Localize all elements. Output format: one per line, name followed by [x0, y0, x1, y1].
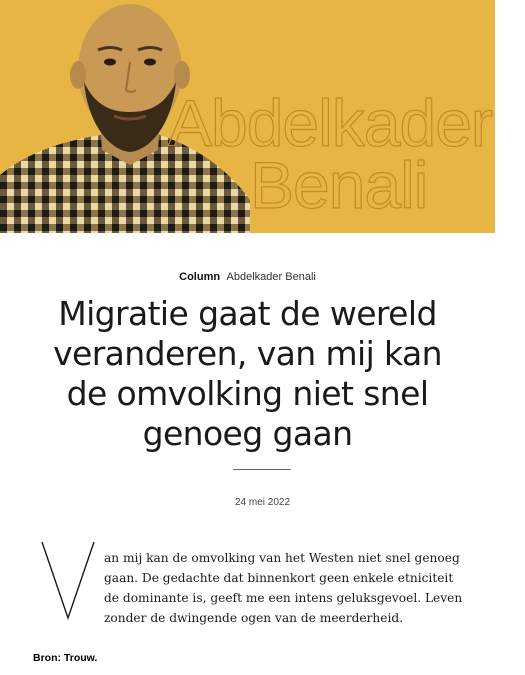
headline-line: Migratie gaat de wereld — [58, 294, 437, 333]
header-banner — [0, 0, 495, 233]
drop-cap — [40, 525, 96, 622]
drop-cap-letter: V — [40, 525, 51, 542]
headline-line: de omvolking niet snel — [66, 374, 429, 413]
author-link[interactable]: Abdelkader Benali — [226, 271, 316, 283]
byline — [0, 271, 495, 283]
intro-paragraph — [104, 548, 484, 628]
intro-line: an mij kan de omvolking van het Westen niet snel genoeg — [104, 551, 460, 565]
intro-line: de dominante is, geeft me een intens geluksgevoel. Leven — [104, 591, 463, 605]
banner-name-line1: Abdelkader — [168, 86, 492, 160]
headline-line: veranderen, van mij kan — [53, 334, 442, 373]
banner-name-line2: Benali — [250, 148, 428, 222]
publish-date: 24 mei 2022 — [234, 497, 291, 508]
source-credit: Bron: Trouw. — [33, 652, 98, 664]
intro-line: zonder de dwingende ogen van de meerderheid. — [104, 611, 404, 625]
column-kicker[interactable]: Column — [179, 271, 221, 283]
intro-line: gaan. De gedachte dat binnenkort geen enkele etniciteit — [104, 571, 454, 585]
banner-author-name — [168, 86, 492, 222]
article-headline — [30, 294, 465, 454]
headline-line: genoeg gaan — [142, 414, 353, 453]
headline-divider — [233, 469, 291, 470]
